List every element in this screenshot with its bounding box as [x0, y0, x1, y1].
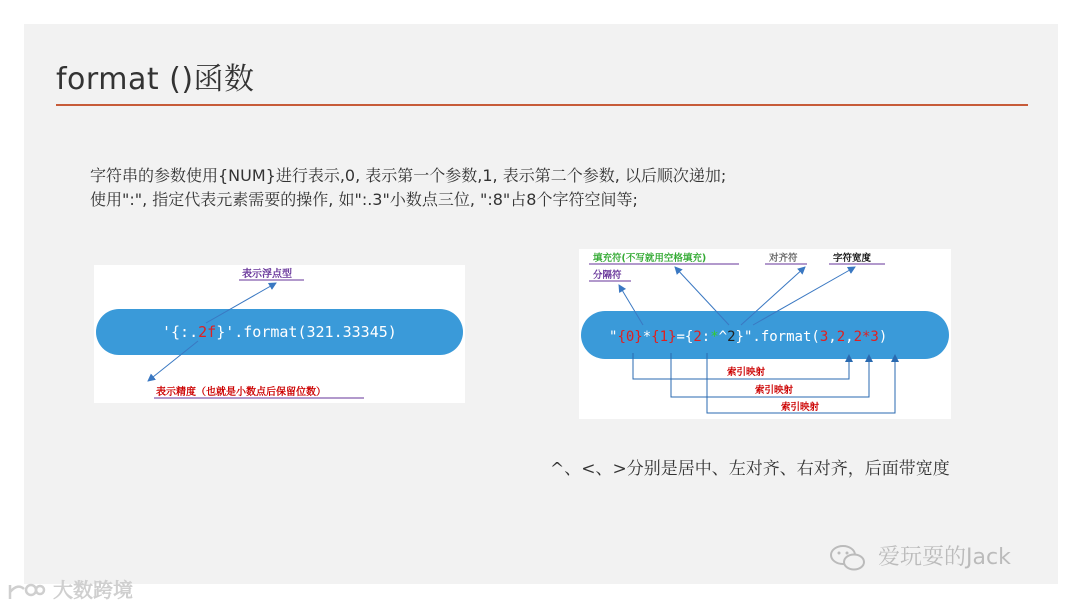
index-label-1: 索引映射 [727, 367, 766, 378]
slide-title: format ()函数 [56, 62, 255, 97]
fill-align-diagram [579, 249, 951, 419]
watermark-account-name: 爱玩耍的Jack [878, 545, 1011, 570]
description-line-1: 字符串的参数使用{NUM}进行表示,0, 表示第一个参数,1, 表示第二个参数, 以后顺次递加; [90, 166, 727, 185]
label-float-type: 表示浮点型 [242, 269, 292, 280]
code-text: "{0}*{1}={2:*^2}".format(3,2,2*3) [609, 329, 888, 345]
index-label-2: 索引映射 [755, 385, 794, 396]
precision-diagram [94, 265, 465, 403]
description [90, 164, 726, 212]
code-text: '{:.2f}'.format(321.33345) [162, 323, 397, 341]
slide [24, 24, 1058, 584]
format-precision-figure [94, 265, 465, 403]
watermark-brand [6, 574, 133, 603]
brand-logo-icon [6, 581, 46, 603]
watermark-brand-name: 大数跨境 [52, 578, 133, 602]
wechat-icon [828, 543, 868, 573]
label-precision: 表示精度（也就是小数点后保留位数） [156, 387, 326, 398]
label-align-char: 对齐符 [769, 253, 798, 264]
label-width: 字符宽度 [833, 253, 872, 264]
index-label-3: 索引映射 [781, 402, 820, 413]
description-line-2: 使用":", 指定代表元素需要的操作, 如":.3"小数点三位, ":8"占8个字符空间等; [90, 190, 638, 209]
label-separator: 分隔符 [593, 270, 622, 281]
format-fill-align-figure [579, 249, 951, 419]
alignment-caption: ^、<、>分别是居中、左对齐、右对齐，后面带宽度 [550, 459, 950, 479]
label-fill-char: 填充符(不写就用空格填充) [593, 253, 707, 264]
title-divider [56, 104, 1028, 106]
watermark-account [826, 540, 1011, 571]
